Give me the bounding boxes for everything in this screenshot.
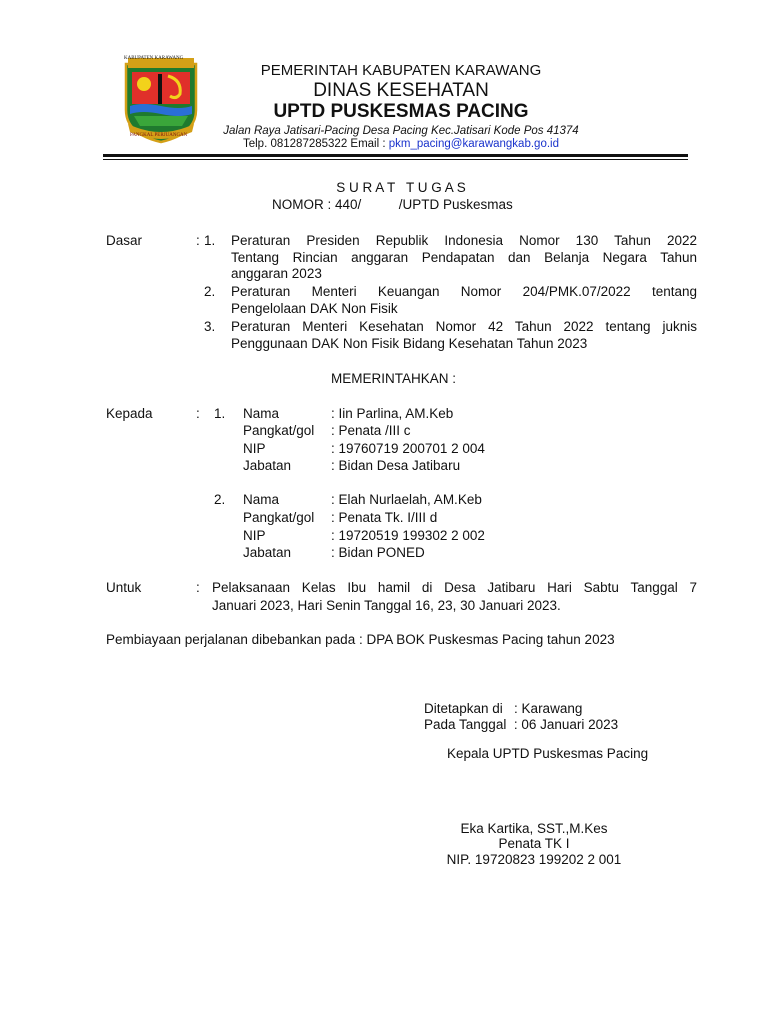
logo-ribbon-text: PANGKAL PERJUANGAN — [130, 133, 188, 138]
document-number: NOMOR : 440/ /UPTD Puskesmas — [272, 197, 513, 212]
dasar-colon: : — [196, 233, 200, 248]
person-2-position: : Bidan PONED — [331, 545, 425, 560]
funding-statement: Pembiayaan perjalanan dibebankan pada : DPA BOK Puskesmas Pacing tahun 2023 — [106, 632, 615, 647]
kepada-label: Kepada — [106, 406, 153, 421]
header-address: Jalan Raya Jatisari-Pacing Desa Pacing Kec.Jatisari Kode Pos 41374 — [223, 125, 579, 137]
person-1-nip-label: NIP — [243, 441, 266, 456]
dasar-label: Dasar — [106, 233, 143, 248]
letterhead-rule-thick — [103, 154, 688, 157]
signer-name: Eka Kartika, SST.,M.Kes — [460, 821, 608, 836]
untuk-line-1: Pelaksanaan Kelas Ibu hamil di Desa Jatibaru Hari Sabtu Tanggal 7 — [212, 580, 697, 595]
kepada-colon: : — [196, 406, 200, 421]
header-government: PEMERINTAH KABUPATEN KARAWANG — [260, 62, 542, 79]
header-institution: UPTD PUSKESMAS PACING — [273, 101, 529, 122]
person-2-rank: : Penata Tk. I/III d — [331, 510, 438, 525]
person-2-name-label: Nama — [243, 492, 280, 507]
person-2-nip-label: NIP — [243, 528, 266, 543]
untuk-line-2: Januari 2023, Hari Senin Tanggal 16, 23, 30 Januari 2023. — [212, 598, 561, 613]
person-1-nip: : 19760719 200701 2 004 — [331, 441, 485, 456]
letterhead-rule-thin — [103, 159, 688, 160]
person-1-name-label: Nama — [243, 406, 280, 421]
dasar-item-3-number: 3. — [204, 319, 216, 334]
person-2-number: 2. — [214, 492, 226, 507]
signer-position: Kepala UPTD Puskesmas Pacing — [447, 746, 649, 761]
document-title: S U R A T T U G A S — [336, 180, 466, 195]
signed-place: Ditetapkan di : Karawang — [424, 701, 583, 716]
memerintahkan-heading: MEMERINTAHKAN : — [331, 371, 457, 386]
untuk-colon: : — [196, 580, 200, 595]
dasar-item-1-line-2: Tentang Rincian anggaran Pendapatan dan Belanja Negara Tahun — [231, 250, 697, 265]
signed-date: Pada Tanggal : 06 Januari 2023 — [424, 717, 619, 732]
signer-rank: Penata TK I — [498, 836, 570, 851]
logo-banner-text: KABUPATEN KARAWANG — [124, 56, 184, 61]
signer-nip: NIP. 19720823 199202 2 001 — [446, 852, 622, 867]
person-2-position-label: Jabatan — [243, 545, 292, 560]
dasar-item-2-line-2: Pengelolaan DAK Non Fisik — [231, 301, 398, 316]
header-department: DINAS KESEHATAN — [313, 80, 489, 101]
header-email-link[interactable]: pkm_pacing@karawangkab.go.id — [388, 138, 559, 150]
person-1-position: : Bidan Desa Jatibaru — [331, 458, 461, 473]
dasar-item-2-line-1: Peraturan Menteri Keuangan Nomor 204/PMK.07/2022 tentang — [231, 284, 697, 299]
person-1-name: : Iin Parlina, AM.Keb — [331, 406, 454, 421]
header-contact — [0, 138, 768, 150]
dasar-item-2-number: 2. — [204, 284, 216, 299]
person-1-position-label: Jabatan — [243, 458, 292, 473]
person-2-nip: : 19720519 199302 2 002 — [331, 528, 485, 543]
dasar-item-3-line-1: Peraturan Menteri Kesehatan Nomor 42 Tahun 2022 tentang juknis — [231, 319, 697, 334]
person-1-rank: : Penata /III c — [331, 423, 411, 438]
dasar-item-1-number: 1. — [204, 233, 216, 248]
person-2-rank-label: Pangkat/gol — [243, 510, 315, 525]
dasar-item-1-line-3: anggaran 2023 — [231, 266, 322, 281]
dasar-item-3-line-2: Penggunaan DAK Non Fisik Bidang Kesehatan Tahun 2023 — [231, 336, 588, 351]
person-2-name: : Elah Nurlaelah, AM.Keb — [331, 492, 482, 507]
person-1-number: 1. — [214, 406, 226, 421]
untuk-label: Untuk — [106, 580, 142, 595]
dasar-item-1-line-1: Peraturan Presiden Republik Indonesia Nomor 130 Tahun 2022 — [231, 233, 697, 248]
header-phone: Telp. 081287285322 Email : — [242, 138, 386, 150]
person-1-rank-label: Pangkat/gol — [243, 423, 315, 438]
